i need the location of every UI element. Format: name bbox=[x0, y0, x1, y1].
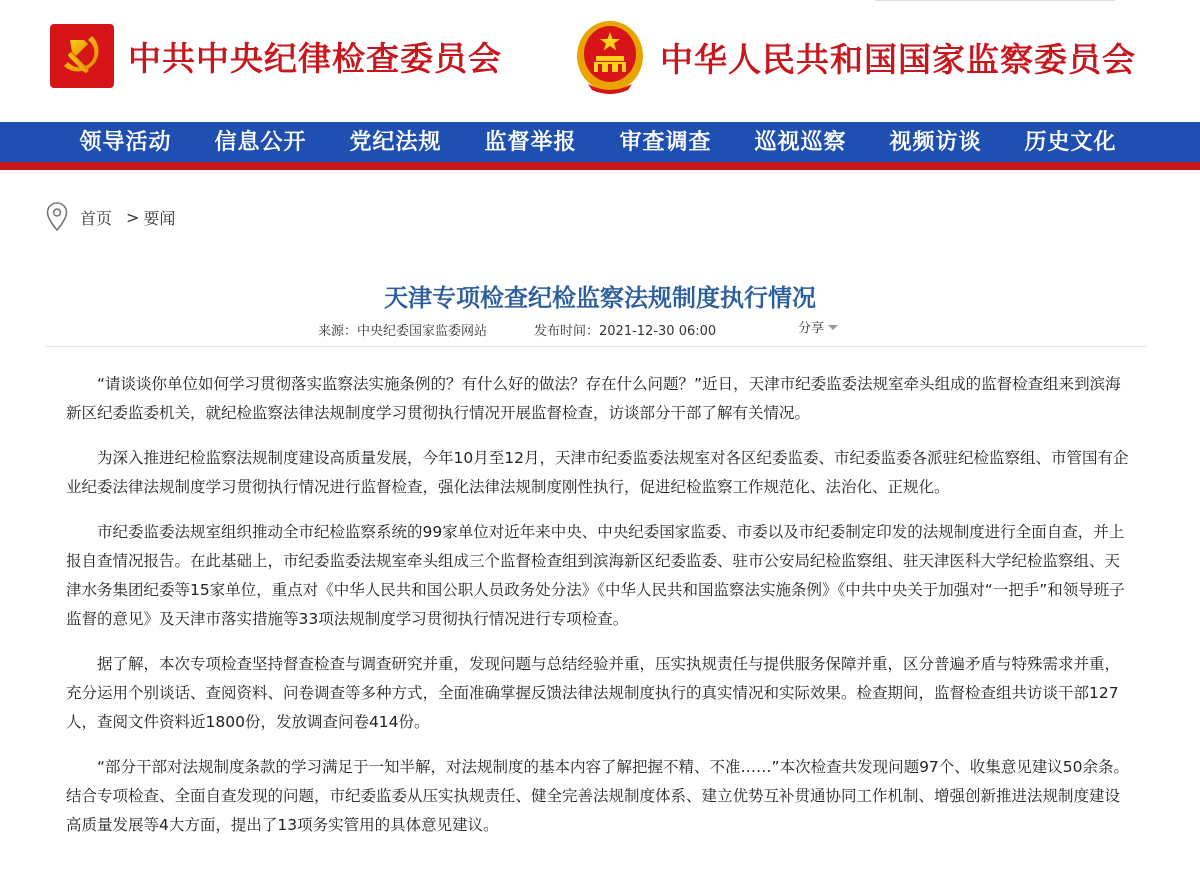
nsc-brand[interactable] bbox=[574, 18, 1136, 96]
ccdi-title: 中共中央纪律检查委员会 bbox=[128, 38, 502, 78]
article-paragraph: “部分干部对法规制度条款的学习满足于一知半解，对法规制度的基本内容了解把握不精、不准……”本次检查共发现问题97个、收集意见建议50余条。结合专项检查、全面自查发现的问题，市纪委监委从压实执规责任、健全完善法规制度体系、建立优势互补贯通协同工作机制、增强创新推进法规制度建设高质量发展等4大方面，提出了13项务实管用的具体意见建议。 bbox=[66, 758, 1130, 834]
nav-item-report[interactable]: 监督举报 bbox=[484, 129, 577, 155]
nav-item-history[interactable]: 历史文化 bbox=[1024, 129, 1117, 155]
article-time bbox=[534, 320, 716, 339]
party-emblem-icon bbox=[48, 22, 116, 90]
breadcrumb bbox=[46, 202, 175, 232]
breadcrumb-separator: > bbox=[126, 207, 140, 227]
breadcrumb-current[interactable]: 要闻 bbox=[143, 208, 176, 228]
site-header bbox=[0, 0, 1200, 122]
article-body bbox=[66, 370, 1131, 856]
main-nav bbox=[0, 122, 1200, 162]
time-value: 2021-12-30 06:00 bbox=[599, 324, 717, 339]
nav-item-inspection[interactable]: 巡视巡察 bbox=[754, 129, 847, 155]
nav-item-leadership[interactable]: 领导活动 bbox=[79, 129, 172, 155]
share-button[interactable] bbox=[798, 317, 838, 336]
article-paragraph: “请谈谈你单位如何学习贯彻落实监察法实施条例的？有什么好的做法？存在什么问题？”近日，天津市纪委监委法规室牵头组成的监督检查组来到滨海新区纪委监委机关，就纪检监察法律法规制度学习贯彻执行情况开展监督检查，访谈部分干部了解有关情况。 bbox=[66, 375, 1121, 422]
top-divider bbox=[875, 0, 1115, 1]
national-emblem-icon bbox=[574, 18, 646, 96]
nav-item-video[interactable]: 视频访谈 bbox=[889, 129, 982, 155]
location-pin-icon bbox=[46, 202, 68, 232]
time-label: 发布时间： bbox=[534, 324, 600, 339]
source-label: 来源： bbox=[318, 324, 358, 339]
nav-item-regulations[interactable]: 党纪法规 bbox=[349, 129, 442, 155]
article-title: 天津专项检查纪检监察法规制度执行情况 bbox=[384, 284, 816, 313]
nsc-title: 中华人民共和国国家监察委员会 bbox=[660, 39, 1136, 79]
chevron-down-icon bbox=[828, 325, 838, 330]
breadcrumb-home-link[interactable]: 首页 bbox=[80, 208, 113, 228]
meta-divider bbox=[46, 346, 1146, 347]
article-source bbox=[318, 320, 487, 339]
ccdi-brand[interactable] bbox=[48, 22, 502, 90]
nav-red-strip bbox=[0, 162, 1200, 170]
source-value: 中央纪委国家监委网站 bbox=[357, 324, 488, 339]
article-paragraph: 为深入推进纪检监察法规制度建设高质量发展，今年10月至12月，天津市纪委监委法规室对各区纪委监委、市纪委监委各派驻纪检监察组、市管国有企业纪委法律法规制度学习贯彻执行情况进行监督检查，强化法律法规制度刚性执行，促进纪检监察工作规范化、法治化、正规化。 bbox=[66, 449, 1129, 496]
article-paragraph: 据了解，本次专项检查坚持督查检查与调查研究并重，发现问题与总结经验并重，压实执规责任与提供服务保障并重，区分普遍矛盾与特殊需求并重，充分运用个别谈话、查阅资料、问卷调查等多种方式，全面准确掌握反馈法律法规制度执行的真实情况和实际效果。检查期间，监督检查组共访谈干部127人，查阅文件资料近1800份，发放调查问卷414份。 bbox=[66, 655, 1121, 731]
article-paragraph: 市纪委监委法规室组织推动全市纪检监察系统的99家单位对近年来中央、中央纪委国家监委、市委以及市纪委制定印发的法规制度进行全面自查，并上报自查情况报告。在此基础上，市纪委监委法规室牵头组成三个监督检查组到滨海新区纪委监委、驻市公安局纪检监察组、驻天津医科大学纪检监察组、天津水务集团纪委等15家单位，重点对《中华人民共和国公职人员政务处分法》《中华人民共和国监察法实施条例》《中共中央关于加强对“一把手”和领导班子监督的意见》及天津市落实措施等33项法规制度学习贯彻执行情况进行专项检查。 bbox=[66, 523, 1125, 628]
nav-item-disclosure[interactable]: 信息公开 bbox=[214, 129, 307, 155]
nav-item-investigation[interactable]: 审查调查 bbox=[619, 129, 712, 155]
share-label: 分享 bbox=[798, 321, 825, 336]
